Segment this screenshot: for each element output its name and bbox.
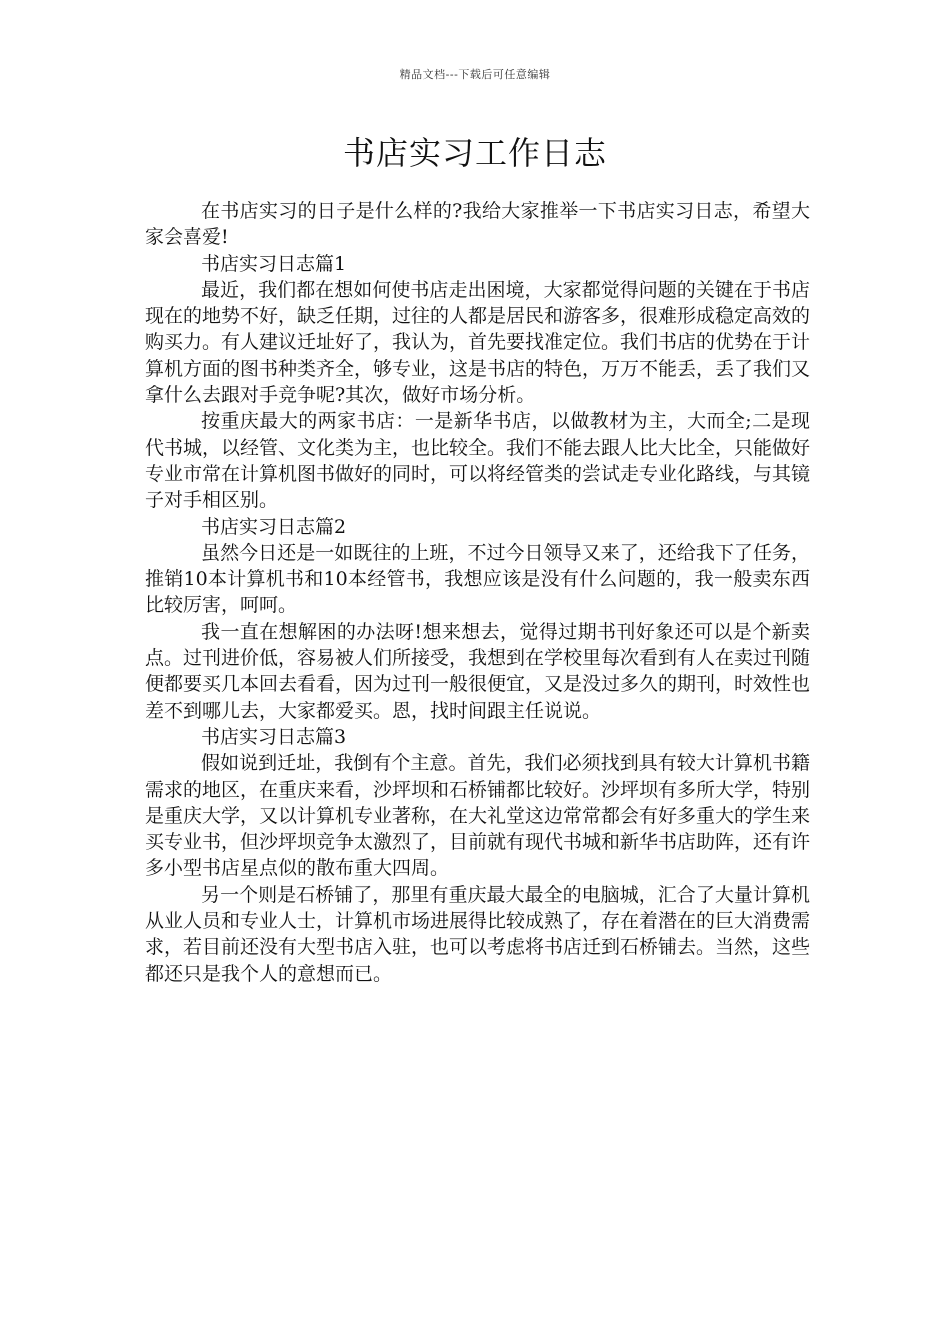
body-paragraph: 另一个则是石桥铺了，那里有重庆最大最全的电脑城，汇合了大量计算机从业人员和专业人士，计算机市场进展得比较成熟了，存在着潜在的巨大消费需求，若目前还没有大型书店入驻，也可以考虑将书店迁到石桥铺去。当然，这些都还只是我个人的意想而已。 — [145, 883, 811, 985]
section-heading-3: 书店实习日志篇3 — [201, 725, 347, 748]
intro-paragraph: 在书店实习的日子是什么样的?我给大家推举一下书店实习日志，希望大家会喜爱! — [145, 200, 810, 249]
page-title: 书店实习工作日志 — [342, 134, 607, 172]
body-paragraph: 虽然今日还是一如既往的上班，不过今日领导又来了，还给我下了任务，推销10本计算机书和10本经管书，我想应该是没有什么问题的，我一般卖东西比较厉害，呵呵。 — [145, 541, 810, 617]
body-paragraph: 假如说到迁址，我倒有个主意。首先，我们必须找到具有较大计算机书籍需求的地区，在重庆来看，沙坪坝和石桥铺都比较好。沙坪坝有多所大学，特别是重庆大学，又以计算机专业著称，在大礼堂这边常常都会有好多重大的学生来买专业书，但沙坪坝竞争太激烈了，目前就有现代书城和新华书店助阵，还有许多小型书店星点似的散布重大四周。 — [145, 752, 811, 880]
section-heading-2: 书店实习日志篇2 — [201, 515, 347, 538]
document-body — [145, 198, 810, 987]
section-heading-1: 书店实习日志篇1 — [201, 252, 347, 275]
body-paragraph: 我一直在想解困的办法呀!想来想去，觉得过期书刊好象还可以是个新卖点。过刊进价低，容易被人们所接受，我想到在学校里每次看到有人在卖过刊随便都要买几本回去看看，因为过刊一般很便宜，又是没过多久的期刊，时效性也差不到哪儿去，大家都爱买。恩，找时间跟主任说说。 — [145, 620, 811, 722]
body-paragraph: 按重庆最大的两家书店：一是新华书店，以做教材为主，大而全;二是现代书城，以经管、文化类为主，也比较全。我们不能去跟人比大比全，只能做好专业市常在计算机图书做好的同时，可以将经管类的尝试走专业化路线，与其镜子对手相区别。 — [145, 410, 811, 512]
body-paragraph: 最近，我们都在想如何使书店走出困境，大家都觉得问题的关键在于书店现在的地势不好，缺乏任期，过往的人都是居民和游客多，很难形成稳定高效的购买力。有人建议迁址好了，我认为，首先要找准定位。我们书店的优势在于计算机方面的图书种类齐全，够专业，这是书店的特色，万万不能丢，丢了我们又拿什么去跟对手竞争呢?其次，做好市场分析。 — [145, 278, 811, 407]
header-note: 精品文档---下载后可任意编辑 — [399, 68, 551, 81]
